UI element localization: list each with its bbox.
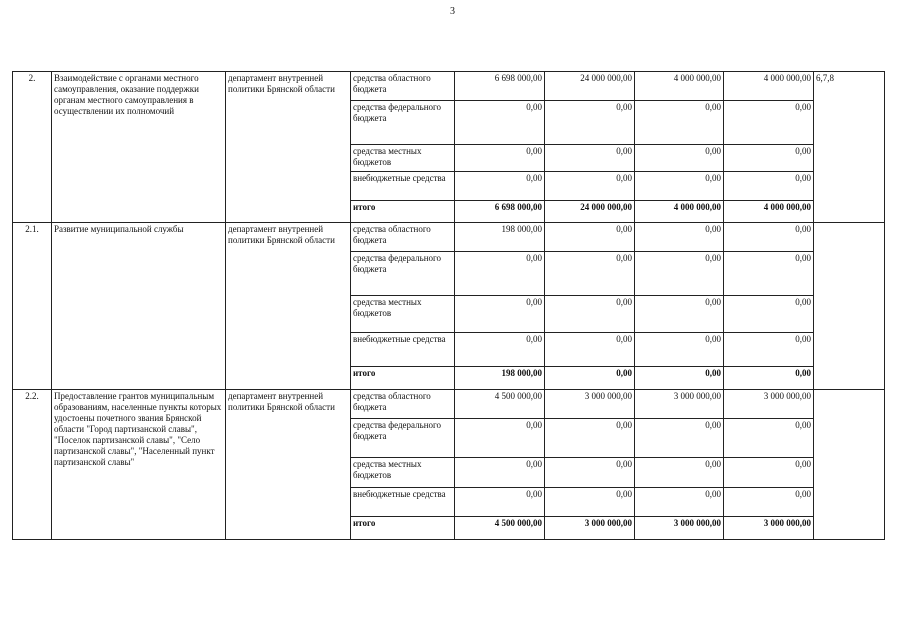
amount-cell: 0,00 (635, 296, 724, 333)
amount-cell: 0,00 (635, 101, 724, 145)
page-number: 3 (450, 6, 455, 17)
funding-source: средства федерального бюджета (351, 419, 455, 458)
section-executor: департамент внутренней политики Брянской области (226, 390, 351, 540)
indicator-ref: 6,7,8 (814, 72, 885, 223)
funding-source: средства местных бюджетов (351, 296, 455, 333)
amount-cell: 0,00 (455, 419, 545, 458)
amount-cell: 4 000 000,00 (635, 72, 724, 101)
amount-cell: 0,00 (724, 145, 814, 172)
funding-source: внебюджетные средства (351, 333, 455, 367)
indicator-ref (814, 223, 885, 390)
amount-cell: 0,00 (545, 252, 635, 296)
funding-source: средства областного бюджета (351, 223, 455, 252)
total-amount-cell: 0,00 (724, 367, 814, 390)
total-amount-cell: 3 000 000,00 (545, 517, 635, 540)
total-amount-cell: 3 000 000,00 (635, 517, 724, 540)
total-amount-cell: 4 000 000,00 (724, 201, 814, 223)
amount-cell: 0,00 (455, 296, 545, 333)
section-name: Взаимодействие с органами местного самоуправления, оказание поддержки органам местного самоуправления в осуществлении их полномочий (52, 72, 226, 223)
funding-source-total: итого (351, 201, 455, 223)
funding-source: средства областного бюджета (351, 390, 455, 419)
section-index: 2. (13, 72, 52, 223)
amount-cell: 0,00 (545, 333, 635, 367)
amount-cell: 0,00 (724, 252, 814, 296)
amount-cell: 0,00 (724, 223, 814, 252)
total-amount-cell: 3 000 000,00 (724, 517, 814, 540)
amount-cell: 3 000 000,00 (635, 390, 724, 419)
amount-cell: 0,00 (724, 488, 814, 517)
section-index: 2.1. (13, 223, 52, 390)
amount-cell: 0,00 (635, 333, 724, 367)
total-amount-cell: 24 000 000,00 (545, 201, 635, 223)
amount-cell: 0,00 (545, 488, 635, 517)
amount-cell: 0,00 (635, 223, 724, 252)
amount-cell: 0,00 (635, 419, 724, 458)
total-amount-cell: 0,00 (635, 367, 724, 390)
funding-source: средства федерального бюджета (351, 101, 455, 145)
amount-cell: 0,00 (724, 101, 814, 145)
total-amount-cell: 4 500 000,00 (455, 517, 545, 540)
amount-cell: 6 698 000,00 (455, 72, 545, 101)
amount-cell: 0,00 (455, 458, 545, 488)
section-executor: департамент внутренней политики Брянской области (226, 72, 351, 223)
section-index: 2.2. (13, 390, 52, 540)
amount-cell: 3 000 000,00 (724, 390, 814, 419)
indicator-ref (814, 390, 885, 540)
section-executor: департамент внутренней политики Брянской области (226, 223, 351, 390)
amount-cell: 0,00 (545, 458, 635, 488)
amount-cell: 0,00 (545, 419, 635, 458)
amount-cell: 24 000 000,00 (545, 72, 635, 101)
funding-source: средства областного бюджета (351, 72, 455, 101)
amount-cell: 0,00 (455, 101, 545, 145)
amount-cell: 0,00 (724, 458, 814, 488)
section-name: Предоставление грантов муниципальным образованиям, населенные пункты которых удостоены почетного звания Брянской области "Город партизанской славы", "Поселок партизанской славы", "Село партизанской славы", "Населенный пункт партизанской славы" (52, 390, 226, 540)
amount-cell: 0,00 (455, 172, 545, 201)
amount-cell: 0,00 (545, 145, 635, 172)
amount-cell: 0,00 (724, 296, 814, 333)
amount-cell: 0,00 (724, 333, 814, 367)
total-amount-cell: 6 698 000,00 (455, 201, 545, 223)
amount-cell: 0,00 (635, 458, 724, 488)
budget-table (12, 71, 885, 540)
amount-cell: 3 000 000,00 (545, 390, 635, 419)
total-amount-cell: 0,00 (545, 367, 635, 390)
amount-cell: 0,00 (724, 419, 814, 458)
section-name: Развитие муниципальной службы (52, 223, 226, 390)
amount-cell: 0,00 (545, 172, 635, 201)
funding-source-total: итого (351, 367, 455, 390)
amount-cell: 0,00 (455, 488, 545, 517)
amount-cell: 0,00 (635, 172, 724, 201)
table-row (13, 390, 885, 419)
amount-cell: 0,00 (635, 488, 724, 517)
funding-source: средства местных бюджетов (351, 458, 455, 488)
total-amount-cell: 4 000 000,00 (635, 201, 724, 223)
amount-cell: 0,00 (635, 145, 724, 172)
amount-cell: 0,00 (545, 101, 635, 145)
table-row (13, 72, 885, 101)
amount-cell: 4 000 000,00 (724, 72, 814, 101)
amount-cell: 4 500 000,00 (455, 390, 545, 419)
amount-cell: 0,00 (455, 333, 545, 367)
amount-cell: 0,00 (724, 172, 814, 201)
amount-cell: 0,00 (545, 223, 635, 252)
amount-cell: 0,00 (635, 252, 724, 296)
amount-cell: 0,00 (455, 252, 545, 296)
table-row (13, 223, 885, 252)
funding-source: внебюджетные средства (351, 172, 455, 201)
funding-source: внебюджетные средства (351, 488, 455, 517)
amount-cell: 0,00 (545, 296, 635, 333)
amount-cell: 0,00 (455, 145, 545, 172)
amount-cell: 198 000,00 (455, 223, 545, 252)
total-amount-cell: 198 000,00 (455, 367, 545, 390)
funding-source: средства федерального бюджета (351, 252, 455, 296)
funding-source-total: итого (351, 517, 455, 540)
funding-source: средства местных бюджетов (351, 145, 455, 172)
